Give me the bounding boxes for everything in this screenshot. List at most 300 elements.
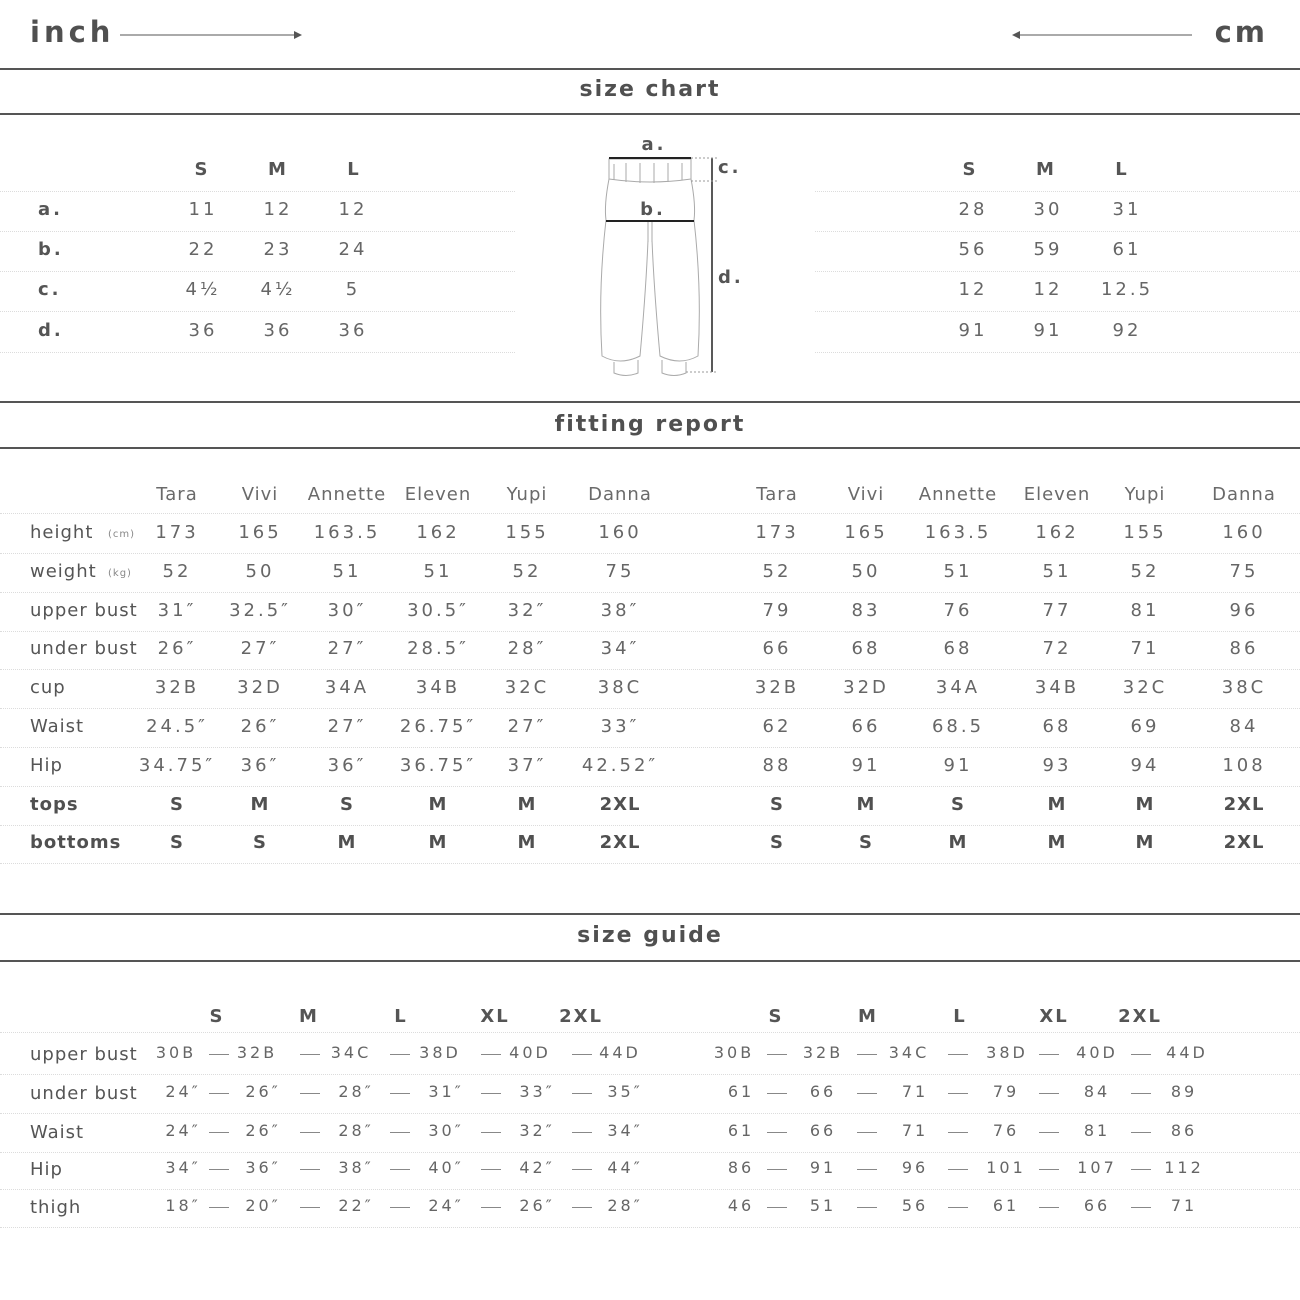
table-cell: 94 (1130, 754, 1160, 776)
diagram-label-d: d. (718, 267, 744, 288)
measurement-label: thigh (30, 1197, 82, 1218)
fitting-report-title: fitting report (554, 412, 746, 437)
table-cell: M (948, 832, 968, 854)
table-cell: 155 (505, 522, 549, 543)
size-header: 2XL (559, 1006, 603, 1027)
range-dash (767, 1207, 787, 1208)
table-cell: 36 (338, 320, 368, 341)
range-dash (481, 1207, 501, 1208)
table-cell: 101 (986, 1158, 1026, 1177)
table-cell: 32B (754, 677, 800, 699)
range-dash (1039, 1169, 1059, 1170)
table-cell: 91 (809, 1158, 837, 1177)
table-cell: M (517, 793, 537, 815)
range-dash (1039, 1093, 1059, 1094)
table-cell: 32B (802, 1043, 844, 1062)
table-cell: 27″ (327, 638, 367, 660)
table-cell: 26″ (157, 638, 197, 660)
range-dash (767, 1169, 787, 1170)
range-dash (209, 1093, 229, 1094)
table-cell: 38D (419, 1043, 461, 1062)
table-cell: 12 (263, 199, 293, 220)
size-guide-title: size guide (577, 923, 723, 948)
table-cell: 162 (1035, 522, 1079, 543)
table-cell: S (770, 832, 784, 854)
table-cell: 37″ (507, 754, 547, 776)
measurement-label: tops (30, 793, 79, 815)
table-cell: 56 (958, 239, 988, 260)
table-cell: 32″ (519, 1121, 555, 1140)
table-cell: 34B (1034, 677, 1080, 699)
size-header: S (194, 159, 210, 180)
range-dash (390, 1169, 410, 1170)
table-cell: 61 (992, 1196, 1020, 1215)
range-dash (948, 1169, 968, 1170)
table-cell: M (337, 832, 357, 854)
range-dash (300, 1132, 320, 1133)
table-cell: 36″ (327, 754, 367, 776)
table-cell: S (340, 793, 354, 815)
table-cell: 86 (1170, 1121, 1198, 1140)
range-dash (300, 1054, 320, 1055)
range-dash (767, 1132, 787, 1133)
table-cell: 71 (1130, 638, 1160, 660)
table-cell: 27″ (507, 716, 547, 737)
measurement-label: under bust (30, 638, 138, 660)
table-cell: 12 (338, 199, 368, 220)
table-cell: 26.75″ (399, 716, 477, 737)
table-cell: 32″ (507, 599, 547, 621)
table-cell: 69 (1130, 716, 1160, 737)
table-cell: 91 (943, 754, 973, 776)
table-cell: 44D (1166, 1043, 1208, 1062)
model-name: Eleven (404, 484, 472, 505)
table-cell: 68 (943, 638, 973, 660)
range-dash (572, 1054, 592, 1055)
table-cell: 28.5″ (407, 638, 469, 660)
size-chart-title: size chart (579, 77, 721, 102)
range-dash (481, 1054, 501, 1055)
table-cell: 71 (1170, 1196, 1198, 1215)
table-cell: 34″ (165, 1158, 201, 1177)
table-cell: M (1047, 832, 1067, 854)
measurement-label: upper bust (30, 1044, 138, 1065)
table-cell: 36 (263, 320, 293, 341)
table-cell: 84 (1083, 1082, 1111, 1101)
row-divider (0, 191, 515, 192)
section-divider (0, 960, 1300, 962)
table-cell: 31″ (428, 1082, 464, 1101)
table-cell: 46 (727, 1196, 755, 1215)
row-divider (0, 553, 1300, 554)
section-divider (0, 68, 1300, 70)
table-cell: 66 (809, 1082, 837, 1101)
range-dash (572, 1132, 592, 1133)
range-dash (209, 1169, 229, 1170)
size-header: M (268, 159, 288, 180)
section-divider (0, 113, 1300, 115)
range-dash (390, 1093, 410, 1094)
range-dash (1131, 1169, 1151, 1170)
table-cell: 61 (727, 1082, 755, 1101)
table-cell: 83 (851, 599, 881, 621)
range-dash (767, 1093, 787, 1094)
row-divider (815, 352, 1300, 353)
unit-note: (kg) (108, 567, 132, 579)
row-divider (0, 1189, 1300, 1190)
range-dash (572, 1093, 592, 1094)
row-divider (0, 786, 1300, 787)
size-header: XL (1039, 1006, 1069, 1027)
range-dash (300, 1169, 320, 1170)
table-cell: 61 (727, 1121, 755, 1140)
table-cell: 91 (851, 754, 881, 776)
row-divider (0, 1152, 1300, 1153)
table-cell: 40D (509, 1043, 551, 1062)
table-cell: 24 (338, 239, 368, 260)
table-cell: 28″ (338, 1082, 374, 1101)
table-cell: 34″ (600, 638, 640, 660)
table-cell: 32D (843, 677, 889, 699)
table-cell: 155 (1123, 522, 1167, 543)
table-cell: 173 (755, 522, 799, 543)
range-dash (390, 1132, 410, 1133)
measurement-label: a. (38, 199, 63, 220)
table-cell: 76 (992, 1121, 1020, 1140)
range-dash (481, 1093, 501, 1094)
row-divider (815, 311, 1300, 312)
table-cell: 20″ (245, 1196, 281, 1215)
range-dash (857, 1093, 877, 1094)
range-dash (948, 1093, 968, 1094)
table-cell: M (1135, 793, 1155, 815)
table-cell: 52 (762, 560, 792, 582)
measurement-label: weight (30, 560, 97, 582)
table-cell: 42″ (519, 1158, 555, 1177)
table-cell: 44″ (607, 1158, 643, 1177)
table-cell: 27″ (240, 638, 280, 660)
range-dash (572, 1207, 592, 1208)
table-cell: 34A (935, 677, 981, 699)
table-cell: 61 (1112, 239, 1142, 260)
table-cell: 86 (727, 1158, 755, 1177)
range-dash (300, 1093, 320, 1094)
table-cell: M (517, 832, 537, 854)
table-cell: S (859, 832, 873, 854)
model-name: Tara (756, 484, 798, 505)
measurement-label: height (30, 522, 94, 543)
table-cell: 81 (1130, 599, 1160, 621)
table-cell: 66 (809, 1121, 837, 1140)
table-cell: S (170, 832, 184, 854)
section-divider (0, 447, 1300, 449)
range-dash (1039, 1207, 1059, 1208)
table-cell: 92 (1112, 320, 1142, 341)
range-dash (857, 1207, 877, 1208)
table-cell: S (170, 793, 184, 815)
table-cell: 42.52″ (581, 754, 659, 776)
model-name: Danna (1212, 484, 1276, 505)
model-name: Annette (307, 484, 387, 505)
table-cell: 38″ (338, 1158, 374, 1177)
model-name: Tara (156, 484, 198, 505)
table-cell: 163.5 (313, 522, 381, 543)
table-cell: 26″ (245, 1082, 281, 1101)
model-name: Vivi (847, 484, 885, 505)
table-cell: 91 (1033, 320, 1063, 341)
table-cell: 66 (851, 716, 881, 737)
table-cell: 30.5″ (407, 599, 469, 621)
table-cell: 76 (943, 599, 973, 621)
table-cell: 160 (598, 522, 642, 543)
table-cell: 51 (423, 560, 453, 582)
row-divider (0, 592, 1300, 593)
range-dash (1131, 1132, 1151, 1133)
size-header: 2XL (1118, 1006, 1162, 1027)
range-dash (209, 1054, 229, 1055)
size-header: M (1036, 159, 1056, 180)
table-cell: 27″ (327, 716, 367, 737)
table-cell: 162 (416, 522, 460, 543)
table-cell: 34A (324, 677, 370, 699)
table-cell: 108 (1222, 754, 1266, 776)
table-cell: 72 (1042, 638, 1072, 660)
table-cell: 28″ (507, 638, 547, 660)
range-dash (1131, 1054, 1151, 1055)
range-dash (948, 1054, 968, 1055)
table-cell: 51 (332, 560, 362, 582)
table-cell: 32.5″ (229, 599, 291, 621)
range-dash (948, 1207, 968, 1208)
row-divider (0, 1227, 1300, 1228)
range-dash (390, 1054, 410, 1055)
table-cell: 52 (512, 560, 542, 582)
table-cell: 68 (851, 638, 881, 660)
table-cell: 71 (901, 1121, 929, 1140)
table-cell: 107 (1077, 1158, 1117, 1177)
table-cell: 36″ (245, 1158, 281, 1177)
range-dash (767, 1054, 787, 1055)
range-dash (948, 1132, 968, 1133)
measurement-label: upper bust (30, 599, 138, 621)
table-cell: 31″ (157, 599, 197, 621)
table-cell: 31 (1112, 199, 1142, 220)
table-cell: 40D (1076, 1043, 1118, 1062)
table-cell: 160 (1222, 522, 1266, 543)
table-cell: 38″ (600, 599, 640, 621)
table-cell: 59 (1033, 239, 1063, 260)
table-cell: 24″ (165, 1082, 201, 1101)
measurement-label: Hip (30, 754, 63, 776)
table-cell: 34C (330, 1043, 372, 1062)
row-divider (0, 1074, 1300, 1075)
range-dash (1039, 1054, 1059, 1055)
table-cell: 30″ (327, 599, 367, 621)
table-cell: 12 (958, 279, 988, 300)
range-dash (481, 1169, 501, 1170)
table-cell: 51 (943, 560, 973, 582)
table-cell: 79 (992, 1082, 1020, 1101)
table-cell: M (428, 793, 448, 815)
table-cell: 96 (901, 1158, 929, 1177)
table-cell: 36.75″ (399, 754, 477, 776)
unit-cm-label: cm (1214, 15, 1268, 49)
table-cell: 26″ (245, 1121, 281, 1140)
table-cell: 24″ (165, 1121, 201, 1140)
table-cell: 36″ (240, 754, 280, 776)
table-cell: 30″ (428, 1121, 464, 1140)
row-divider (0, 825, 1300, 826)
row-divider (0, 513, 1300, 514)
range-dash (1131, 1207, 1151, 1208)
table-cell: 32D (237, 677, 283, 699)
diagram-label-a: a. (641, 134, 667, 155)
size-header: L (1115, 159, 1129, 180)
row-divider (0, 1113, 1300, 1114)
table-cell: 38C (1221, 677, 1267, 699)
table-cell: 62 (762, 716, 792, 737)
measurement-label: cup (30, 677, 66, 699)
table-cell: 18″ (165, 1196, 201, 1215)
table-cell: 38C (597, 677, 643, 699)
table-cell: 88 (762, 754, 792, 776)
table-cell: 12.5 (1100, 279, 1154, 300)
table-cell: 22 (188, 239, 218, 260)
model-name: Eleven (1023, 484, 1091, 505)
table-cell: 91 (958, 320, 988, 341)
model-name: Vivi (241, 484, 279, 505)
table-cell: 75 (1229, 560, 1259, 582)
table-cell: 36 (188, 320, 218, 341)
table-cell: 4½ (185, 279, 221, 300)
table-cell: 2XL (1223, 793, 1265, 815)
table-cell: 28″ (338, 1121, 374, 1140)
table-cell: 52 (1130, 560, 1160, 582)
row-divider (0, 747, 1300, 748)
table-cell: 84 (1229, 716, 1259, 737)
measurement-label: bottoms (30, 832, 122, 854)
table-cell: 89 (1170, 1082, 1198, 1101)
table-cell: 79 (762, 599, 792, 621)
model-name: Yupi (1124, 484, 1166, 505)
range-dash (857, 1169, 877, 1170)
table-cell: 50 (245, 560, 275, 582)
measurement-label: Hip (30, 1159, 63, 1180)
table-cell: 66 (762, 638, 792, 660)
table-cell: M (856, 793, 876, 815)
table-cell: 30B (155, 1043, 197, 1062)
table-cell: 22″ (338, 1196, 374, 1215)
table-cell: 51 (809, 1196, 837, 1215)
table-cell: 51 (1042, 560, 1072, 582)
table-cell: 96 (1229, 599, 1259, 621)
table-cell: 93 (1042, 754, 1072, 776)
measurement-label: Waist (30, 1122, 85, 1143)
range-dash (209, 1207, 229, 1208)
table-cell: 2XL (599, 793, 641, 815)
size-header: XL (480, 1006, 510, 1027)
row-divider (0, 1032, 1300, 1033)
table-cell: 32C (504, 677, 550, 699)
table-cell: 165 (844, 522, 888, 543)
table-cell: 35″ (607, 1082, 643, 1101)
table-cell: 32C (1122, 677, 1168, 699)
row-divider (815, 191, 1300, 192)
table-cell: 81 (1083, 1121, 1111, 1140)
table-cell: 165 (238, 522, 282, 543)
table-cell: 30 (1033, 199, 1063, 220)
table-cell: 44D (599, 1043, 641, 1062)
arrow-left-icon (1006, 27, 1196, 43)
size-header: S (962, 159, 978, 180)
table-cell: 112 (1164, 1158, 1204, 1177)
range-dash (857, 1054, 877, 1055)
table-cell: 68 (1042, 716, 1072, 737)
size-header: M (299, 1006, 319, 1027)
table-cell: 34B (415, 677, 461, 699)
table-cell: 24″ (428, 1196, 464, 1215)
range-dash (1039, 1132, 1059, 1133)
row-divider (0, 708, 1300, 709)
row-divider (0, 352, 515, 353)
section-divider (0, 401, 1300, 403)
range-dash (390, 1207, 410, 1208)
table-cell: 32B (154, 677, 200, 699)
model-name: Danna (588, 484, 652, 505)
diagram-label-b: b. (640, 199, 666, 220)
model-name: Yupi (506, 484, 548, 505)
range-dash (300, 1207, 320, 1208)
range-dash (209, 1132, 229, 1133)
row-divider (0, 863, 1300, 864)
table-cell: 77 (1042, 599, 1072, 621)
table-cell: 12 (1033, 279, 1063, 300)
table-cell: 26″ (240, 716, 280, 737)
table-cell: 28 (958, 199, 988, 220)
table-cell: 68.5 (931, 716, 985, 737)
table-cell: 4½ (260, 279, 296, 300)
row-divider (0, 271, 515, 272)
table-cell: 38D (986, 1043, 1028, 1062)
table-cell: 33″ (519, 1082, 555, 1101)
table-cell: 71 (901, 1082, 929, 1101)
range-dash (857, 1132, 877, 1133)
size-header: S (209, 1006, 225, 1027)
table-cell: 56 (901, 1196, 929, 1215)
measurement-label: c. (38, 279, 62, 300)
table-cell: M (1047, 793, 1067, 815)
table-cell: 2XL (1223, 832, 1265, 854)
table-cell: 173 (155, 522, 199, 543)
table-cell: 26″ (519, 1196, 555, 1215)
range-dash (572, 1169, 592, 1170)
table-cell: 163.5 (924, 522, 992, 543)
diagram-label-c: c. (718, 157, 742, 178)
table-cell: 40″ (428, 1158, 464, 1177)
row-divider (815, 271, 1300, 272)
table-cell: 11 (188, 199, 218, 220)
measurement-label: d. (38, 320, 64, 341)
row-divider (0, 631, 1300, 632)
table-cell: 28″ (607, 1196, 643, 1215)
row-divider (0, 311, 515, 312)
range-dash (481, 1132, 501, 1133)
table-cell: 23 (263, 239, 293, 260)
table-cell: S (770, 793, 784, 815)
table-cell: 33″ (600, 716, 640, 737)
table-cell: 34″ (607, 1121, 643, 1140)
section-divider (0, 913, 1300, 915)
